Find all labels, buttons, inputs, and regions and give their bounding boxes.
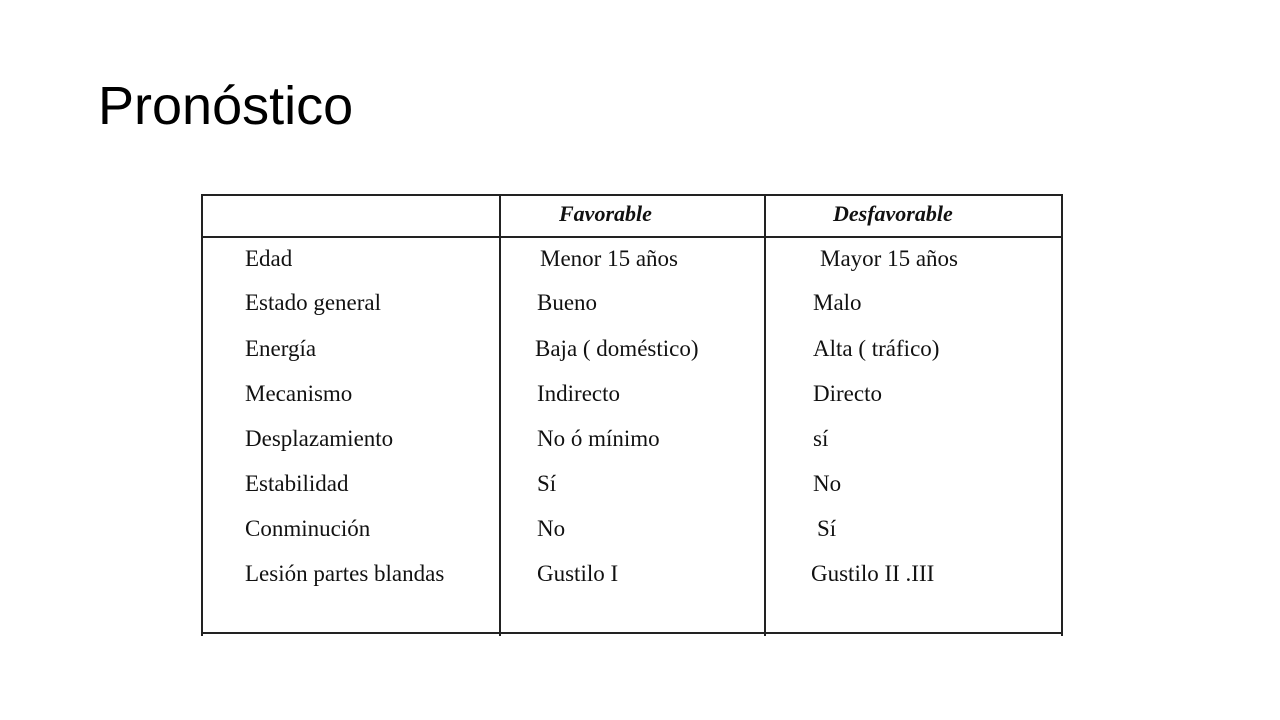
- table-cell-factor: Edad: [245, 246, 293, 271]
- prognosis-table: [201, 194, 1063, 636]
- table-cell-desfavorable: Gustilo II .III: [811, 561, 935, 586]
- table-cell-favorable: Sí: [537, 471, 557, 496]
- table-border-left: [201, 194, 203, 636]
- table-cell-factor: Energía: [245, 336, 317, 361]
- table-cell-favorable: Menor 15 años: [540, 246, 678, 271]
- header-favorable: Favorable: [559, 201, 652, 226]
- table-cell-factor: Lesión partes blandas: [245, 561, 445, 586]
- table-cell-factor: Conminución: [245, 516, 371, 541]
- table-cell-factor: Mecanismo: [245, 381, 353, 406]
- table-cell-desfavorable: No: [813, 471, 842, 496]
- table-cell-desfavorable: Malo: [813, 290, 862, 315]
- table-cell-factor: Desplazamiento: [245, 426, 394, 451]
- table-cell-favorable: Indirecto: [537, 381, 621, 406]
- column-divider-2: [764, 194, 766, 636]
- table-border-bottom: [201, 632, 1063, 634]
- table-cell-favorable: Baja ( doméstico): [535, 336, 699, 361]
- header-divider: [201, 236, 1063, 238]
- table-cell-favorable: No: [537, 516, 566, 541]
- table-cell-factor: Estado general: [245, 290, 382, 315]
- table-cell-factor: Estabilidad: [245, 471, 349, 496]
- table-cell-desfavorable: Mayor 15 años: [820, 246, 958, 271]
- table-border-top: [201, 194, 1063, 196]
- table-border-right: [1061, 194, 1063, 636]
- header-desfavorable: Desfavorable: [833, 201, 953, 226]
- column-divider-1: [499, 194, 501, 636]
- table-cell-favorable: Gustilo I: [537, 561, 619, 586]
- table-cell-favorable: No ó mínimo: [537, 426, 660, 451]
- table-cell-favorable: Bueno: [537, 290, 598, 315]
- table-cell-desfavorable: sí: [813, 426, 829, 451]
- table-cell-desfavorable: Directo: [813, 381, 882, 406]
- slide-title: Pronóstico: [98, 76, 354, 136]
- table-cell-desfavorable: Alta ( tráfico): [813, 336, 940, 361]
- table-cell-desfavorable: Sí: [817, 516, 837, 541]
